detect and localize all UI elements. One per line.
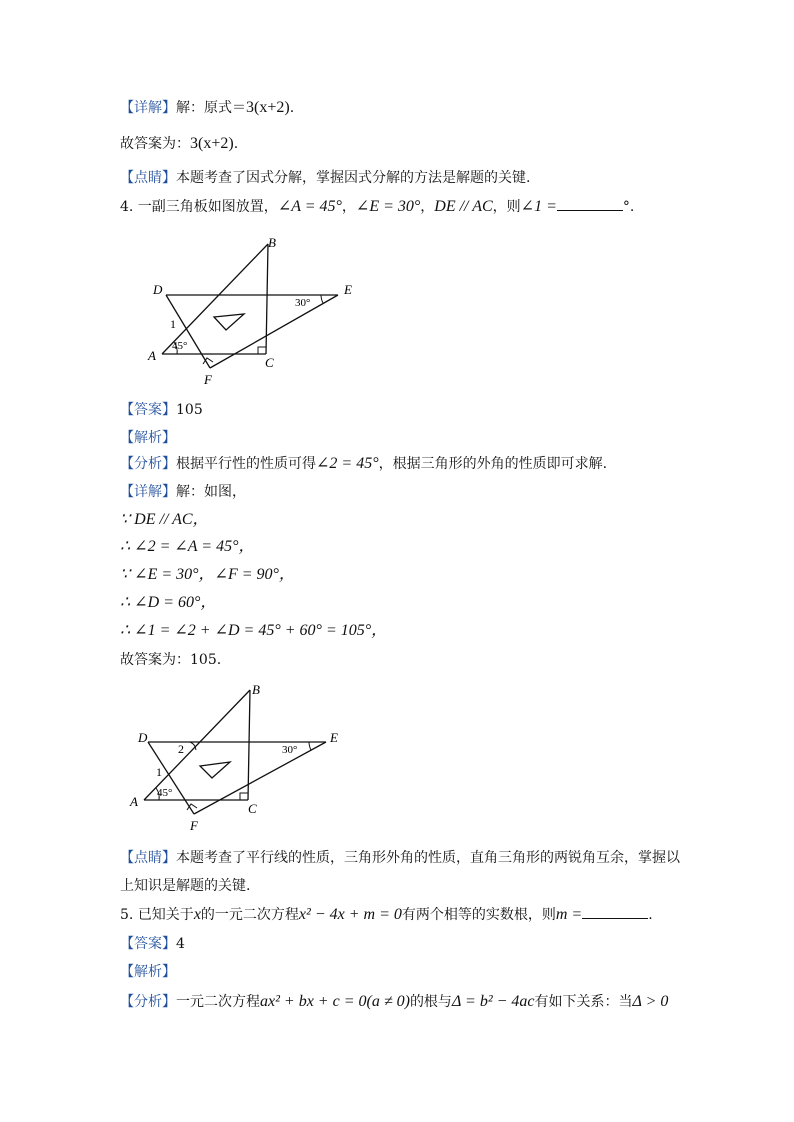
detail-text: 解：原式＝ bbox=[176, 100, 246, 116]
q4-unit: ° bbox=[622, 199, 630, 215]
q4-final: 故答案为：105. bbox=[120, 652, 222, 668]
label-e: E bbox=[344, 282, 352, 297]
q4-dianjing-1: 本题考查了平行线的性质，三角形外角的性质，直角三角形的两锐角互余，掌握以 bbox=[176, 850, 680, 866]
label-e: E bbox=[330, 730, 338, 745]
q4-dianjing-line-1 bbox=[120, 848, 680, 868]
line-fe bbox=[194, 742, 326, 814]
label-45: 45° bbox=[172, 340, 188, 352]
line-ab bbox=[144, 690, 250, 800]
q5-fenxi-eq: ax² + bx + c = 0(a ≠ 0) bbox=[260, 993, 410, 1010]
line-ab bbox=[162, 244, 268, 354]
q5-answer-line bbox=[120, 934, 185, 954]
prev-dianjing-line bbox=[120, 168, 530, 188]
label-a: A bbox=[148, 348, 156, 363]
label-b: B bbox=[268, 235, 276, 250]
q5-fenxi-a: 一元二次方程 bbox=[176, 994, 260, 1010]
q5-delta-gt: Δ > 0 bbox=[632, 993, 669, 1010]
prev-answer-line: 故答案为：3(x+2). bbox=[120, 135, 239, 152]
q5-answer: 4 bbox=[176, 936, 185, 952]
q4-step-2: ∴ ∠2 = ∠A = 45°， bbox=[120, 538, 255, 555]
label-a: A bbox=[130, 794, 138, 809]
line-df bbox=[166, 295, 210, 368]
q4-stem: 4. 一副三角板如图放置，∠A = 45°，∠E = 30°，DE // AC，则∠1 = °. bbox=[120, 198, 635, 215]
label-d: D bbox=[153, 282, 163, 297]
detail-expr: 3(x+2) bbox=[246, 99, 290, 116]
q4-step-5: ∴ ∠1 = ∠2 + ∠D = 45° + 60° = 105°， bbox=[120, 622, 388, 639]
label-c: C bbox=[248, 801, 257, 816]
line-bc bbox=[266, 244, 268, 354]
q4-answer-tag: 【答案】 bbox=[120, 402, 176, 418]
q4-answer: 105 bbox=[176, 402, 203, 418]
dianjing-tag: 【点睛】 bbox=[120, 170, 176, 186]
q5-stem: 5. 已知关于x的一元二次方程x² − 4x + m = 0有两个相等的实数根，则m = . bbox=[120, 906, 653, 923]
q5-var: x bbox=[193, 906, 201, 923]
q4-parallel: DE // AC bbox=[434, 198, 493, 215]
q4-figure-1 bbox=[138, 232, 368, 392]
label-b: B bbox=[252, 682, 260, 697]
label-c: C bbox=[265, 355, 274, 370]
q4-number: 4. bbox=[120, 199, 134, 215]
line-df bbox=[148, 742, 194, 814]
q4-step-1: ∵ DE // AC， bbox=[120, 511, 209, 528]
prev-detail-line: 【详解】解：原式＝3(x+2). bbox=[120, 99, 295, 116]
q5-equation: x² − 4x + m = 0 bbox=[298, 906, 402, 923]
q4-detail-tag: 【详解】 bbox=[120, 484, 176, 500]
dianjing-text: 本题考查了因式分解，掌握因式分解的方法是解题的关键. bbox=[176, 170, 531, 186]
line-fe bbox=[210, 295, 338, 368]
label-angle-1: 1 bbox=[170, 317, 176, 331]
q5-stem-b: 的一元二次方程 bbox=[200, 907, 299, 923]
q4-stem-a: 一副三角板如图放置， bbox=[137, 199, 278, 215]
label-f: F bbox=[190, 818, 198, 833]
label-angle-1: 1 bbox=[156, 765, 162, 779]
q4-fenxi-line bbox=[120, 454, 607, 474]
q4-angle-e: ∠E = 30° bbox=[355, 198, 421, 215]
q4-step-4: ∴ ∠D = 60°， bbox=[120, 594, 217, 611]
q5-fenxi-c: 有如下关系：当 bbox=[534, 994, 633, 1010]
q4-detail-line bbox=[120, 482, 246, 502]
q4-analysis-line bbox=[120, 428, 176, 448]
q4-fenxi-expr: ∠2 = 45° bbox=[316, 455, 379, 472]
q4-analysis-tag: 【解析】 bbox=[120, 430, 176, 446]
q5-stem-a: 已知关于 bbox=[137, 907, 194, 923]
q5-delta: Δ = b² − 4ac bbox=[451, 993, 535, 1010]
q4-detail-text: 解：如图， bbox=[176, 484, 246, 500]
q4-figure-2 bbox=[120, 680, 360, 840]
q4-fenxi-tag: 【分析】 bbox=[120, 456, 176, 472]
label-angle-2: 2 bbox=[178, 742, 184, 756]
answer-text: 故答案为： bbox=[120, 136, 190, 152]
q5-answer-tag: 【答案】 bbox=[120, 936, 176, 952]
label-f: F bbox=[204, 372, 212, 387]
q4-dianjing-line-2: 上知识是解题的关键. bbox=[120, 878, 251, 894]
q5-stem-c: 有两个相等的实数根，则 bbox=[401, 907, 556, 923]
q4-answer-line bbox=[120, 400, 203, 420]
label-d: D bbox=[138, 730, 148, 745]
q5-analysis-tag: 【解析】 bbox=[120, 964, 176, 980]
q4-angle-1: ∠1 = bbox=[520, 198, 557, 215]
q4-step-3: ∵ ∠E = 30°，∠F = 90°， bbox=[120, 566, 295, 583]
q4-answer-blank[interactable] bbox=[557, 196, 623, 211]
q5-fenxi-b: 的根与 bbox=[409, 994, 452, 1010]
q5-answer-blank[interactable] bbox=[582, 904, 648, 919]
q5-m-eq: m = bbox=[555, 906, 583, 923]
q5-fenxi-line bbox=[120, 992, 668, 1012]
q4-angle-a: ∠A = 45° bbox=[277, 198, 342, 215]
label-30: 30° bbox=[295, 297, 311, 309]
q5-fenxi-tag: 【分析】 bbox=[120, 994, 176, 1010]
q5-analysis-line bbox=[120, 962, 176, 982]
q4-fenxi-b: ，根据三角形的外角的性质即可求解. bbox=[378, 456, 608, 472]
detail-tag: 【详解】 bbox=[120, 100, 176, 116]
label-45: 45° bbox=[157, 787, 173, 799]
q4-stem-b: ，则 bbox=[492, 199, 521, 215]
q4-fenxi-a: 根据平行性的性质可得 bbox=[176, 456, 316, 472]
q5-number: 5. bbox=[120, 907, 134, 923]
label-30: 30° bbox=[282, 744, 298, 756]
answer-expr: 3(x+2) bbox=[190, 135, 234, 152]
q4-dianjing-tag: 【点睛】 bbox=[120, 850, 176, 866]
